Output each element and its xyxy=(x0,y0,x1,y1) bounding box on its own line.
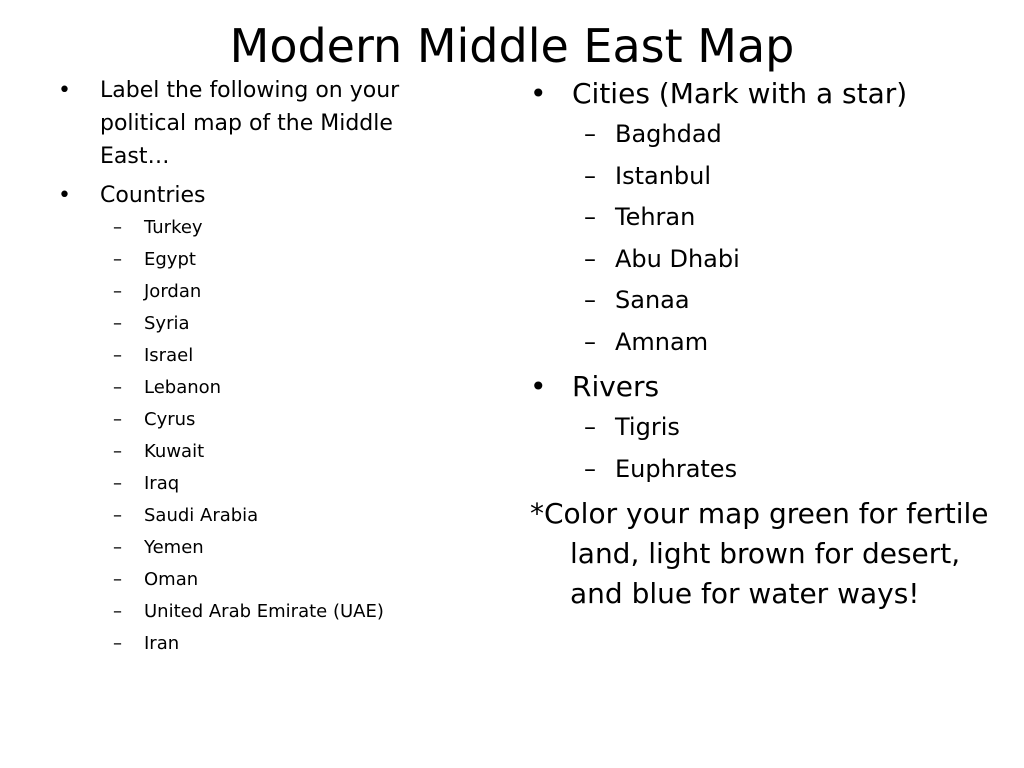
dash-mark: – xyxy=(113,601,122,622)
dash-mark: – xyxy=(113,569,122,590)
list-item xyxy=(113,308,458,340)
list-item xyxy=(113,628,458,660)
dash-mark: – xyxy=(584,244,596,273)
city-label: Abu Dhabi xyxy=(615,244,740,273)
dash-mark: – xyxy=(113,217,122,238)
dash-mark: – xyxy=(584,327,596,356)
country-label: Cyrus xyxy=(144,409,196,430)
list-item xyxy=(584,197,1000,239)
dash-mark: – xyxy=(113,441,122,462)
bullet-mark: • xyxy=(530,370,547,403)
country-label: Saudi Arabia xyxy=(144,505,259,526)
dash-mark: – xyxy=(584,203,596,231)
bullet-mark: • xyxy=(58,183,71,208)
country-label: Yemen xyxy=(144,537,204,558)
dash-mark: – xyxy=(584,120,596,148)
list-item xyxy=(113,372,458,404)
city-label: Amnam xyxy=(615,327,709,356)
country-label: United Arab Emirate (UAE) xyxy=(144,601,384,622)
bullet-mark: • xyxy=(58,78,71,103)
slide-title: Modern Middle East Map xyxy=(229,19,795,73)
list-item xyxy=(584,449,1000,491)
dash-mark: – xyxy=(113,505,122,526)
list-item xyxy=(584,322,1000,364)
city-label: Sanaa xyxy=(615,286,690,314)
right-column xyxy=(530,74,1000,614)
list-item xyxy=(113,404,458,436)
country-label: Egypt xyxy=(144,249,196,270)
city-label: Tehran xyxy=(615,203,696,231)
dash-mark: – xyxy=(113,281,122,302)
country-label: Iraq xyxy=(144,473,180,494)
dash-mark: – xyxy=(113,377,122,398)
dash-mark: – xyxy=(113,633,122,654)
list-item xyxy=(584,407,1000,449)
dash-mark: – xyxy=(113,409,122,430)
dash-mark: – xyxy=(113,473,122,494)
dash-mark: – xyxy=(113,313,122,334)
countries-list xyxy=(113,212,458,660)
dash-mark: – xyxy=(584,286,596,314)
list-item xyxy=(113,340,458,372)
intro-bullet xyxy=(58,74,458,173)
list-item xyxy=(113,436,458,468)
dash-mark: – xyxy=(113,345,122,366)
country-label: Syria xyxy=(144,313,190,334)
list-item xyxy=(113,468,458,500)
list-item xyxy=(584,114,1000,156)
list-item xyxy=(113,500,458,532)
rivers-list xyxy=(584,407,1000,490)
country-label: Oman xyxy=(144,569,199,590)
list-item xyxy=(113,564,458,596)
countries-bullet xyxy=(58,179,458,212)
color-instruction-note: *Color your map green for fertile land, light brown for desert, and blue for water ways! xyxy=(530,497,989,610)
city-label: Baghdad xyxy=(615,120,722,148)
dash-mark: – xyxy=(584,454,596,483)
cities-heading: Cities (Mark with a star) xyxy=(572,77,908,110)
cities-bullet xyxy=(530,74,1000,114)
country-label: Jordan xyxy=(144,281,202,302)
dash-mark: – xyxy=(113,249,122,270)
dash-mark: – xyxy=(113,537,122,558)
city-label: Istanbul xyxy=(615,161,712,190)
rivers-bullet xyxy=(530,367,1000,407)
river-label: Euphrates xyxy=(615,454,738,483)
list-item xyxy=(584,280,1000,322)
left-column xyxy=(58,74,458,660)
rivers-heading: Rivers xyxy=(572,370,660,403)
countries-heading: Countries xyxy=(100,183,206,208)
list-item xyxy=(113,596,458,628)
list-item xyxy=(584,239,1000,281)
bullet-mark: • xyxy=(530,77,547,110)
list-item xyxy=(113,276,458,308)
intro-text: Label the following on your political map of the Middle East… xyxy=(100,78,400,169)
dash-mark: – xyxy=(584,413,596,441)
country-label: Iran xyxy=(144,633,180,654)
country-label: Israel xyxy=(144,345,194,366)
country-label: Kuwait xyxy=(144,441,205,462)
list-item xyxy=(113,244,458,276)
list-item xyxy=(584,156,1000,198)
list-item xyxy=(113,212,458,244)
list-item xyxy=(113,532,458,564)
dash-mark: – xyxy=(584,161,596,190)
cities-list xyxy=(584,114,1000,363)
country-label: Turkey xyxy=(144,217,203,238)
country-label: Lebanon xyxy=(144,377,222,398)
river-label: Tigris xyxy=(615,413,680,441)
